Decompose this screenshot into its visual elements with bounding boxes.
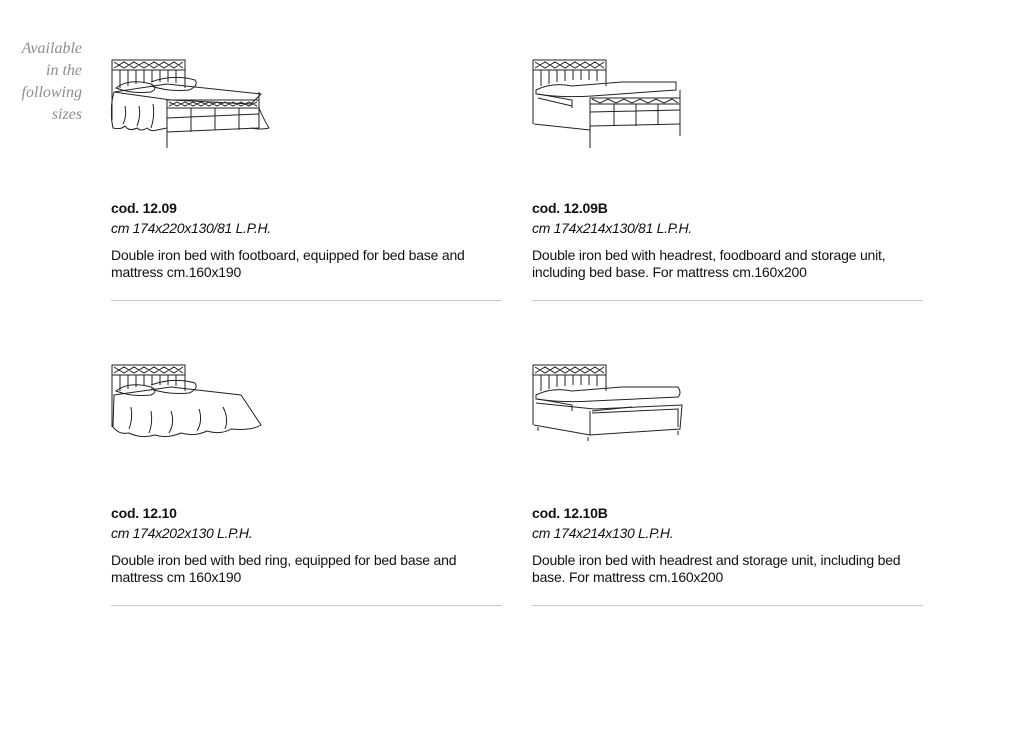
product-dimensions: cm 174x214x130 L.P.H.	[532, 525, 674, 541]
product-dimensions: cm 174x214x130/81 L.P.H.	[532, 220, 692, 236]
product-description: Double iron bed with headrest and storage unit, including bed base. For mattress cm.160x200	[532, 552, 901, 585]
divider	[532, 300, 923, 301]
available-sizes-note	[8, 38, 82, 126]
divider	[111, 300, 502, 301]
bed-with-storage-unit-icon	[532, 307, 692, 407]
product-description: Double iron bed with bed ring, equipped for bed base and mattress cm 160x190	[111, 552, 457, 585]
note-line: in the	[46, 62, 82, 79]
note-line: following	[21, 84, 82, 101]
product-code: cod. 12.10B	[532, 505, 608, 521]
bed-with-footboard-icon	[111, 2, 271, 102]
product-dimensions: cm 174x220x130/81 L.P.H.	[111, 220, 271, 236]
divider	[532, 605, 923, 606]
product-dimensions: cm 174x202x130 L.P.H.	[111, 525, 253, 541]
product-description: Double iron bed with footboard, equipped for bed base and mattress cm.160x190	[111, 247, 465, 280]
bed-with-footboard-storage-icon	[532, 2, 692, 102]
note-line: sizes	[51, 106, 82, 123]
divider	[111, 605, 502, 606]
product-code: cod. 12.09	[111, 200, 177, 216]
note-line: Available	[21, 40, 82, 57]
bed-with-bed-ring-icon	[111, 307, 271, 407]
product-description: Double iron bed with headrest, foodboard and storage unit, including bed base. For mattress cm.160x200	[532, 247, 886, 280]
product-code: cod. 12.10	[111, 505, 177, 521]
product-code: cod. 12.09B	[532, 200, 608, 216]
